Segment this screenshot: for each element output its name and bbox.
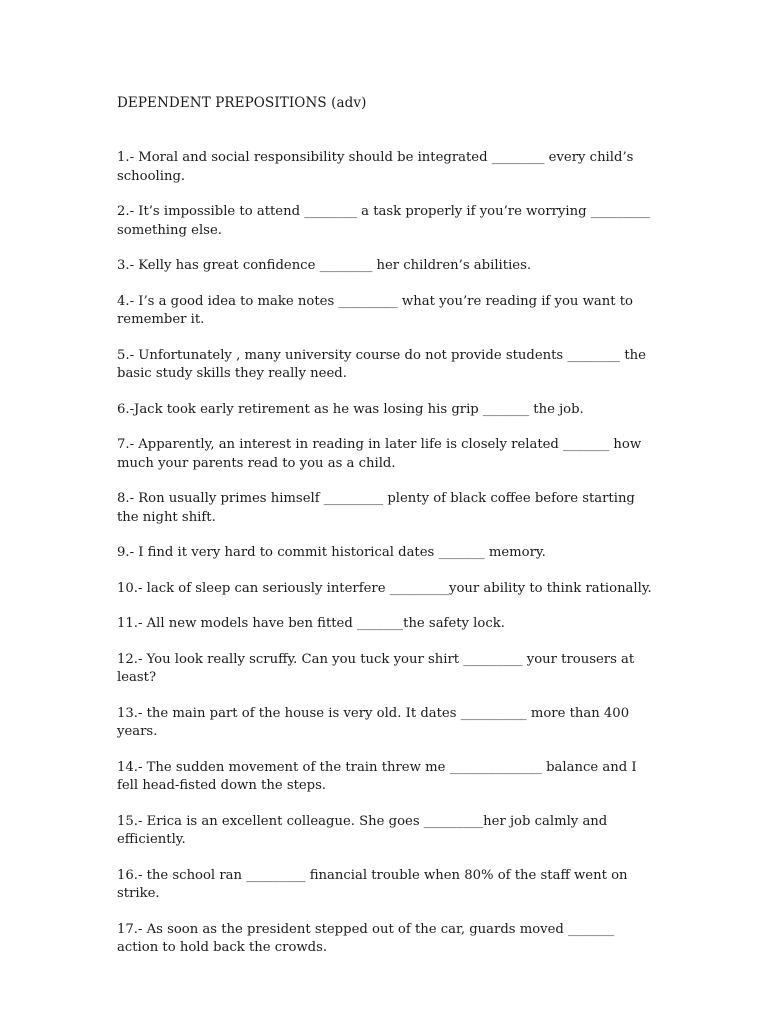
exercise-item-5: 5.- Unfortunately , many university course do not provide students ________ the basic study skills they really need. <box>117 347 646 381</box>
exercise-item-13: 13.- the main part of the house is very old. It dates __________ more than 400 years. <box>117 705 630 739</box>
exercise-item-10: 10.- lack of sleep can seriously interfere _________your ability to think rationally. <box>117 580 652 596</box>
exercise-item-11: 11.- All new models have ben fitted _______the safety lock. <box>117 616 505 631</box>
exercise-item-3: 3.- Kelly has great confidence ________ her children’s abilities. <box>117 258 532 273</box>
exercise-item-15: 15.- Erica is an excellent colleague. She goes _________her job calmly and efficiently. <box>117 813 608 847</box>
exercise-item-7: 7.- Apparently, an interest in reading in later life is closely related _______ how much your parents read to you as a child. <box>117 437 642 471</box>
exercise-item-6: 6.-Jack took early retirement as he was losing his grip _______ the job. <box>117 401 584 417</box>
exercise-item-12: 12.- You look really scruffy. Can you tuck your shirt _________ your trousers at least? <box>117 651 635 685</box>
exercise-item-4: 4.- I’s a good idea to make notes _________ what you’re reading if you want to remember it. <box>117 293 633 327</box>
exercise-item-16: 16.- the school ran _________ financial trouble when 80% of the staff went on strike. <box>117 867 628 901</box>
exercise-item-14: 14.- The sudden movement of the train threw me ______________ balance and I fell head-fisted down the steps. <box>117 759 637 793</box>
exercise-item-17: 17.- As soon as the president stepped out of the car, guards moved _______ action to hold back the crowds. <box>117 921 615 955</box>
exercise-item-1: 1.- Moral and social responsibility should be integrated ________ every child’s schooling. <box>117 150 634 184</box>
exercise-item-2: 2.- It’s impossible to attend ________ a task properly if you’re worrying _________ something else. <box>117 204 651 238</box>
worksheet-page <box>117 94 657 975</box>
exercise-item-9: 9.- I find it very hard to commit historical dates _______ memory. <box>117 545 546 560</box>
exercise-item-8: 8.- Ron usually primes himself _________ plenty of black coffee before starting the night shift. <box>117 491 635 525</box>
worksheet-title: DEPENDENT PREPOSITIONS (adv) <box>117 95 367 111</box>
exercise-list <box>117 149 657 958</box>
